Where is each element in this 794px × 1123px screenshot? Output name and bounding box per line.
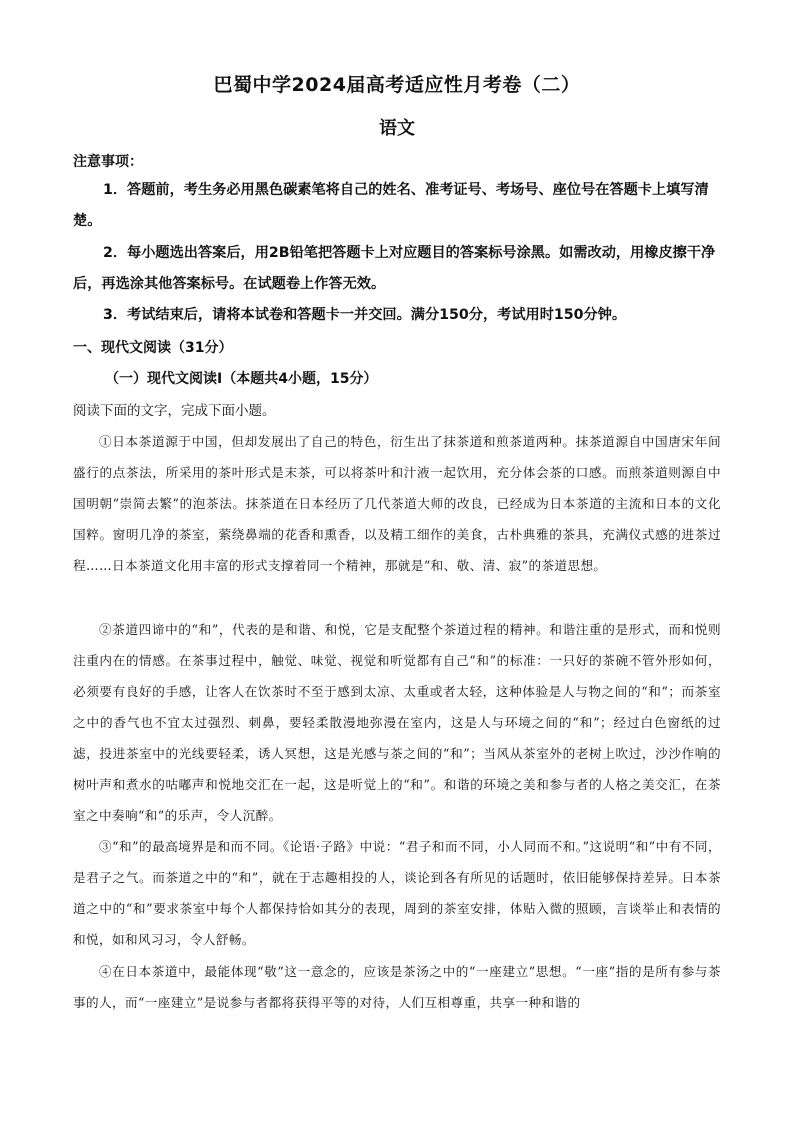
- notice-item-1: 1．答题前，考生务必用黑色碳素笔将自己的姓名、准考证号、考场号、座位号在答题卡上填写清楚。: [73, 182, 709, 229]
- reading-instruction: 阅读下面的文字，完成下面小题。: [73, 403, 276, 419]
- passage-paragraph-3: ③“和”的最高境界是和而不同。《论语·子路》中说：“君子和而不同，小人同而不和。”这说明“和”中有不同，是君子之气。而茶道之中的“和”，就在于志趣相投的人，谈论到各有所见的话题时，依旧能够保持差异。日本茶道之中的“和”要求茶室中每个人都保持恰如其分的表现，周到的茶室安排，体贴入微的照顾，言谈举止和表情的和悦，如和风习习，令人舒畅。: [73, 839, 721, 947]
- notice-item-3: 3．考试结束后，请将本试卷和答题卡一并交回。满分150分，考试用时150分钟。: [103, 307, 627, 323]
- subject-title: 语文: [379, 118, 415, 139]
- passage-paragraph-2: ②茶道四谛中的“和”，代表的是和谐、和悦，它是支配整个茶道过程的精神。和谐注重的是形式，而和悦则注重内在的情感。在茶事过程中，触觉、味觉、视觉和听觉都有自己“和”的标准：一只好的茶碗不管外形如何，必须要有良好的手感，让客人在饮茶时不至于感到太凉、太重或者太轻，这种体验是人与物之间的“和”；而茶室之中的香气也不宜太过强烈、刺鼻，要轻柔散漫地弥漫在室内，这是人与环境之间的“和”；经过白色窗纸的过滤，投进茶室中的光线要轻柔，诱人冥想，这是光感与茶之间的“和”；当风从茶室外的老树上吹过，沙沙作响的树叶声和煮水的咕嘟声和悦地交汇在一起，这是听觉上的“和”。和谐的环境之美和参与者的人格之美交汇，在茶室之中奏响“和”的乐声，令人沉醉。: [73, 622, 721, 823]
- exam-title: 巴蜀中学2024届高考适应性月考卷（二）: [213, 74, 581, 96]
- notice-item-2: 2．每小题选出答案后，用2B铅笔把答题卡上对应题目的答案标号涂黑。如需改动，用橡皮擦干净后，再选涂其他答案标号。在试题卷上作答无效。: [73, 245, 716, 292]
- section-title: 一、现代文阅读（31分）: [73, 340, 233, 356]
- subsection-title: （一）现代文阅读Ⅰ（本题共4小题，15分）: [105, 371, 378, 387]
- passage-paragraph-4: ④在日本茶道中，最能体现“敬”这一意念的，应该是茶汤之中的“一座建立”思想。“一座”指的是所有参与茶事的人，而“一座建立”是说参与者都将获得平等的对待，人们互相尊重，共享一种和谐的: [73, 964, 721, 1010]
- notice-heading: 注意事项：: [73, 154, 143, 170]
- passage-paragraph-1: ①日本茶道源于中国，但却发展出了自己的特色，衍生出了抹茶道和煎茶道两种。抹茶道源自中国唐宋年间盛行的点茶法，所采用的茶叶形式是末茶，可以将茶叶和汁液一起饮用，充分体会茶的口感。而煎茶道则源自中国明朝“崇简去繁”的泡茶法。抹茶道在日本经历了几代茶道大师的改良，已经成为日本茶道的主流和日本的文化国粹。窗明几净的茶室，萦绕鼻端的花香和熏香，以及精工细作的美食，古朴典雅的茶具，充满仪式感的进茶过程……日本茶道文化用丰富的形式支撑着同一个精神，那就是“和、敬、清、寂”的茶道思想。: [73, 434, 721, 573]
